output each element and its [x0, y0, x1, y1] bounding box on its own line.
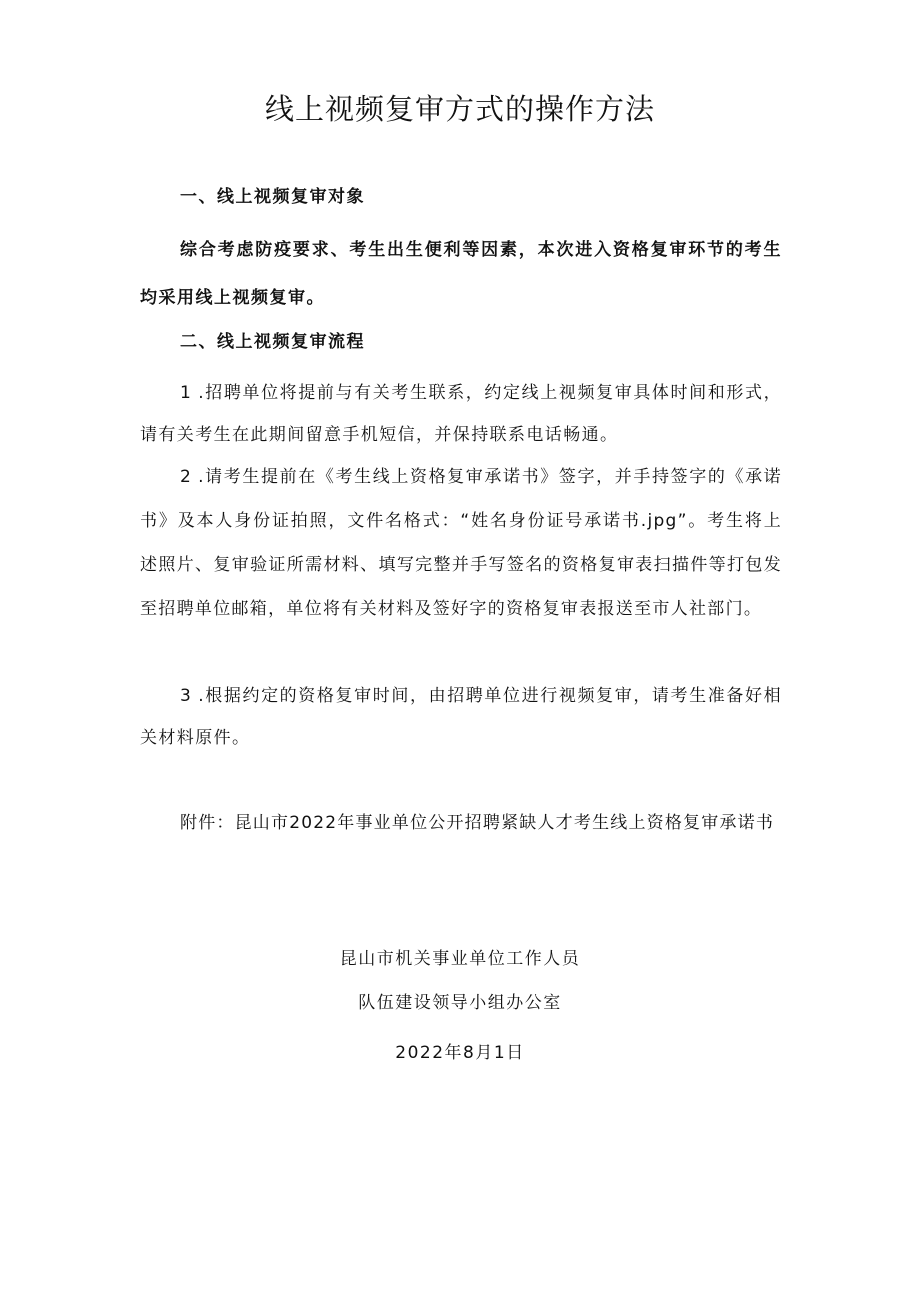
process-item-number: 3: [180, 686, 193, 706]
process-item-text: .根据约定的资格复审时间，由招聘单位进行视频复审，请考生准备好相关材料原件。: [140, 686, 782, 748]
signature-date: 2022年8月1日: [395, 1043, 525, 1063]
process-item-1: [140, 372, 782, 456]
section-heading-target: 一、线上视频复审对象: [180, 187, 365, 207]
attachment-note: 附件：昆山市2022年事业单位公开招聘紧缺人才考生线上资格复审承诺书: [180, 813, 775, 833]
signature-org-line1: 昆山市机关事业单位工作人员: [339, 949, 581, 969]
process-item-text: .招聘单位将提前与有关考生联系，约定线上视频复审具体时间和形式，请有关考生在此期间留意手机短信，并保持联系电话畅通。: [140, 383, 782, 445]
section-heading-process: 二、线上视频复审流程: [180, 332, 365, 352]
process-item-number: 1: [180, 383, 193, 403]
process-item-text: .请考生提前在《考生线上资格复审承诺书》签字，并手持签字的《承诺书》及本人身份证拍照，文件名格式：“姓名身份证号承诺书.jpg”。考生将上述照片、复审验证所需材料、填写完整并手写签名的资格复审表扫描件等打包发至招聘单位邮箱，单位将有关材料及签好字的资格复审表报送至市人社部门。: [140, 467, 782, 619]
signature-org-line2: 队伍建设领导小组办公室: [358, 993, 562, 1013]
process-item-3: [140, 675, 782, 759]
process-item-2: [140, 455, 782, 631]
section-body-target: 综合考虑防疫要求、考生出生便利等因素，本次进入资格复审环节的考生均采用线上视频复审。: [140, 240, 782, 308]
process-item-number: 2: [180, 467, 193, 487]
document-title: 线上视频复审方式的操作方法: [264, 92, 655, 126]
